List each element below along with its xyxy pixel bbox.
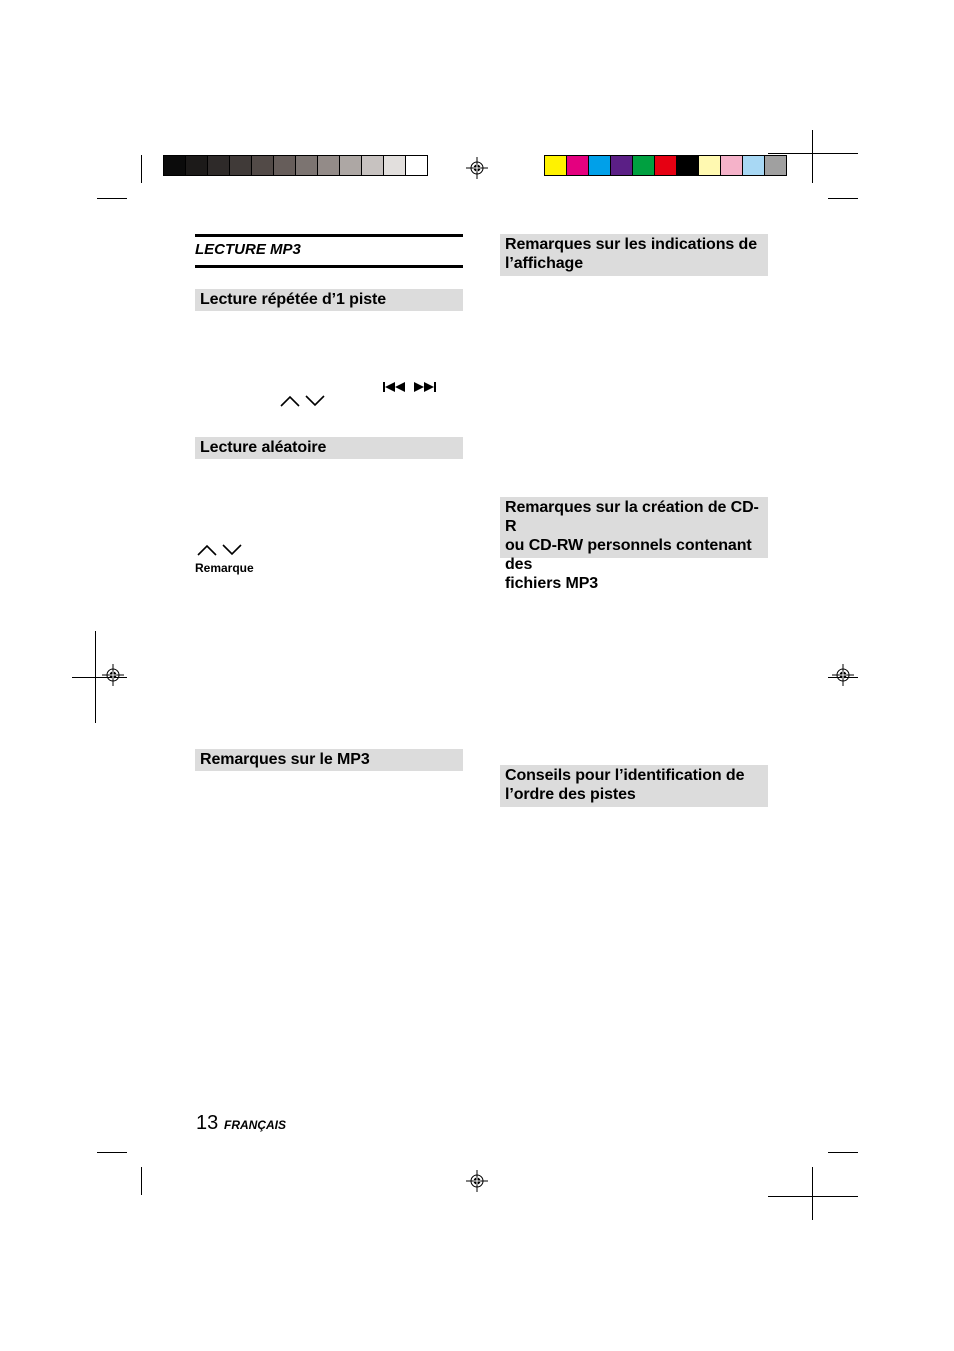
color-swatch <box>633 156 655 175</box>
process-color-bar <box>544 155 787 176</box>
page-number: 13 <box>196 1112 219 1134</box>
chevron-down-icon <box>305 395 325 407</box>
color-swatch <box>545 156 567 175</box>
color-swatch <box>655 156 677 175</box>
crop-mark <box>812 1167 813 1220</box>
heading-cdr-notes-line-2: ou CD-RW personnels contenant des <box>505 537 752 573</box>
heading-repeat-one <box>195 289 463 311</box>
section-title: LECTURE MP3 <box>195 241 301 258</box>
registration-mark-icon <box>466 1170 488 1192</box>
chevron-down-icon <box>222 544 242 556</box>
section-rule-bottom <box>195 265 463 268</box>
color-swatch <box>406 156 427 175</box>
crop-mark <box>97 198 127 199</box>
heading-cdr-notes-line-1: Remarques sur la création de CD-R <box>505 499 759 535</box>
registration-mark-icon <box>832 664 854 686</box>
heading-random-text: Lecture aléatoire <box>200 439 327 456</box>
crop-mark <box>768 153 858 154</box>
crop-mark <box>97 1152 127 1153</box>
color-swatch <box>589 156 611 175</box>
color-swatch <box>252 156 274 175</box>
crop-mark <box>141 155 142 183</box>
color-swatch <box>230 156 252 175</box>
color-swatch <box>765 156 786 175</box>
heading-track-order-line-1: Conseils pour l’identification de <box>505 767 745 784</box>
color-swatch <box>384 156 406 175</box>
color-swatch <box>318 156 340 175</box>
chevron-up-icon <box>280 395 300 407</box>
registration-mark-icon <box>102 664 124 686</box>
color-swatch <box>208 156 230 175</box>
registration-mark-icon <box>466 157 488 179</box>
color-swatch <box>567 156 589 175</box>
heading-mp3-notes <box>195 749 463 771</box>
color-swatch <box>296 156 318 175</box>
color-swatch <box>611 156 633 175</box>
color-swatch <box>164 156 186 175</box>
color-swatch <box>186 156 208 175</box>
color-swatch <box>677 156 699 175</box>
footer-language: FRANÇAIS <box>224 1118 286 1132</box>
heading-track-order-line-2: l’ordre des pistes <box>505 786 636 803</box>
crop-mark <box>828 198 858 199</box>
color-swatch <box>340 156 362 175</box>
color-swatch <box>743 156 765 175</box>
color-swatch <box>274 156 296 175</box>
heading-cdr-notes <box>500 497 768 592</box>
heading-random <box>195 437 463 459</box>
color-swatch <box>721 156 743 175</box>
crop-mark <box>828 1152 858 1153</box>
skip-forward-icon <box>414 382 440 392</box>
heading-track-order <box>500 765 768 807</box>
color-swatch <box>362 156 384 175</box>
heading-display-notes-line-2: l’affichage <box>505 255 584 272</box>
section-rule-top <box>195 234 463 237</box>
note-label: Remarque <box>195 561 254 575</box>
crop-mark <box>812 130 813 183</box>
grayscale-color-bar <box>163 155 428 176</box>
heading-display-notes <box>500 234 768 276</box>
heading-repeat-one-text: Lecture répétée d’1 piste <box>200 291 387 308</box>
heading-cdr-notes-line-3: fichiers MP3 <box>505 575 599 592</box>
crop-mark <box>141 1167 142 1195</box>
skip-back-icon <box>383 382 409 392</box>
chevron-up-icon <box>197 544 217 556</box>
heading-display-notes-line-1: Remarques sur les indications de <box>505 236 757 253</box>
crop-mark <box>768 1196 858 1197</box>
color-swatch <box>699 156 721 175</box>
heading-mp3-notes-text: Remarques sur le MP3 <box>200 751 370 768</box>
